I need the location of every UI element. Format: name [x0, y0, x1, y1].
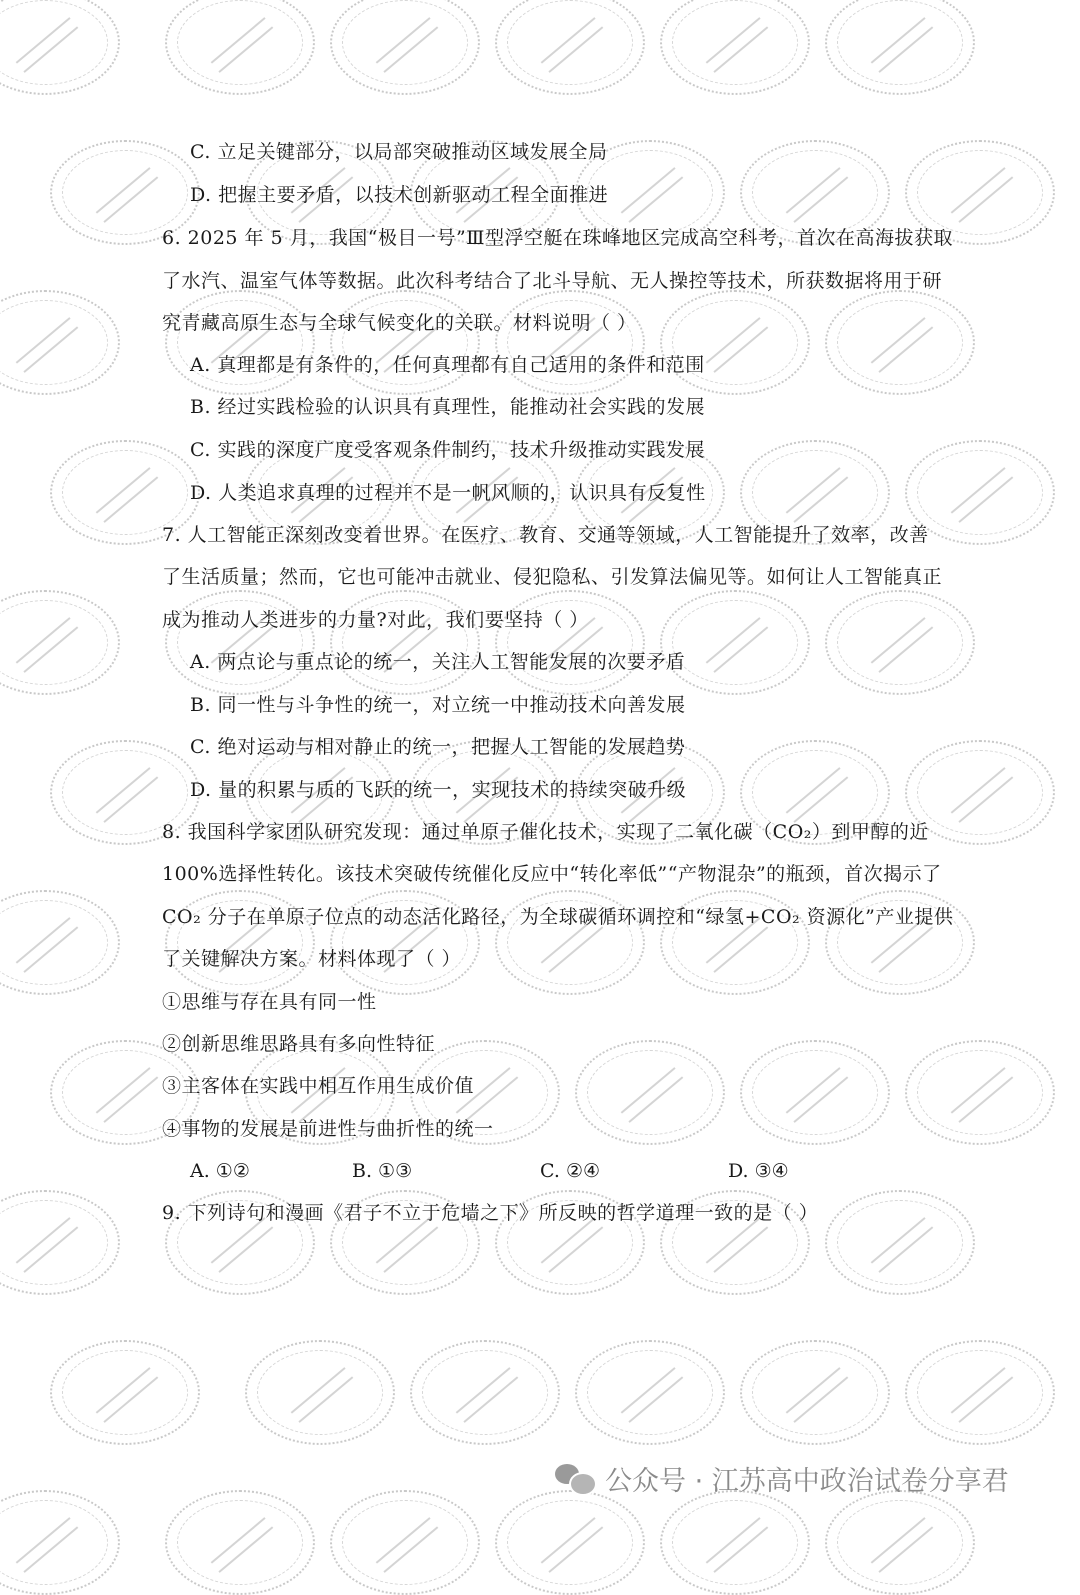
footer-brand — [555, 1458, 1009, 1498]
wechat-icon — [555, 1462, 595, 1494]
q6-option-b: B. 经过实践检验的认识具有真理性，能推动社会实践的发展 — [190, 396, 706, 418]
q5-option-c: C. 立足关键部分，以局部突破推动区域发展全局 — [190, 141, 608, 163]
q6-stem-line3: 究青藏高原生态与全球气候变化的关联。材料说明（ ） — [162, 312, 637, 334]
q8-choice-b: B. ①③ — [352, 1160, 413, 1182]
q8-stem-line2: 100%选择性转化。该技术突破传统催化反应中“转化率低”“产物混杂”的瓶颈，首次揭示了 — [162, 863, 942, 885]
q8-choices — [0, 1159, 1080, 1185]
q7-option-a: A. 两点论与重点论的统一，关注人工智能发展的次要矛盾 — [190, 651, 686, 673]
q8-item-1: ①思维与存在具有同一性 — [162, 991, 377, 1013]
q8-item-4: ④事物的发展是前进性与曲折性的统一 — [162, 1118, 494, 1140]
q8-choice-a: A. ①② — [190, 1160, 250, 1182]
q7-option-d: D. 量的积累与质的飞跃的统一，实现技术的持续突破升级 — [190, 779, 687, 801]
q6-stem-line2: 了水汽、温室气体等数据。此次科考结合了北斗导航、无人操控等技术，所获数据将用于研 — [162, 270, 943, 292]
q7-stem-line3: 成为推动人类进步的力量?对此，我们要坚持（ ） — [162, 609, 589, 631]
q6-option-c: C. 实践的深度广度受客观条件制约，技术升级推动实践发展 — [190, 439, 705, 461]
q9-stem-line1: 9. 下列诗句和漫画《君子不立于危墙之下》所反映的哲学道理一致的是（ ） — [162, 1202, 819, 1224]
footer-text: 公众号 · 江苏高中政治试卷分享君 — [605, 1465, 1009, 1497]
q8-choice-d: D. ③④ — [728, 1160, 789, 1182]
q7-option-b: B. 同一性与斗争性的统一，对立统一中推动技术向善发展 — [190, 694, 686, 716]
q7-stem-line1: 7. 人工智能正深刻改变着世界。在医疗、教育、交通等领域，人工智能提升了效率，改善 — [162, 524, 929, 546]
q8-stem-line3: CO₂ 分子在单原子位点的动态活化路径，为全球碳循环调控和“绿氢+CO₂ 资源化”产业提供 — [162, 906, 954, 928]
q7-stem-line2: 了生活质量；然而，它也可能冲击就业、侵犯隐私、引发算法偏见等。如何让人工智能真正 — [162, 566, 943, 588]
q6-stem-line1: 6. 2025 年 5 月，我国“极目一号”Ⅲ型浮空艇在珠峰地区完成高空科考，首次在高海拔获取 — [162, 227, 953, 249]
q8-choice-c: C. ②④ — [540, 1160, 601, 1182]
q6-option-a: A. 真理都是有条件的，任何真理都有自己适用的条件和范围 — [190, 354, 705, 376]
q8-item-2: ②创新思维思路具有多向性特征 — [162, 1033, 436, 1055]
q7-option-c: C. 绝对运动与相对静止的统一，把握人工智能的发展趋势 — [190, 736, 686, 758]
q8-stem-line4: 了关键解决方案。材料体现了（ ） — [162, 948, 462, 970]
q5-option-d: D. 把握主要矛盾，以技术创新驱动工程全面推进 — [190, 184, 609, 206]
q6-option-d: D. 人类追求真理的过程并不是一帆风顺的，认识具有反复性 — [190, 482, 706, 504]
q8-stem-line1: 8. 我国科学家团队研究发现：通过单原子催化技术，实现了二氧化碳（CO₂）到甲醇的近 — [162, 821, 929, 843]
q8-item-3: ③主客体在实践中相互作用生成价值 — [162, 1075, 475, 1097]
